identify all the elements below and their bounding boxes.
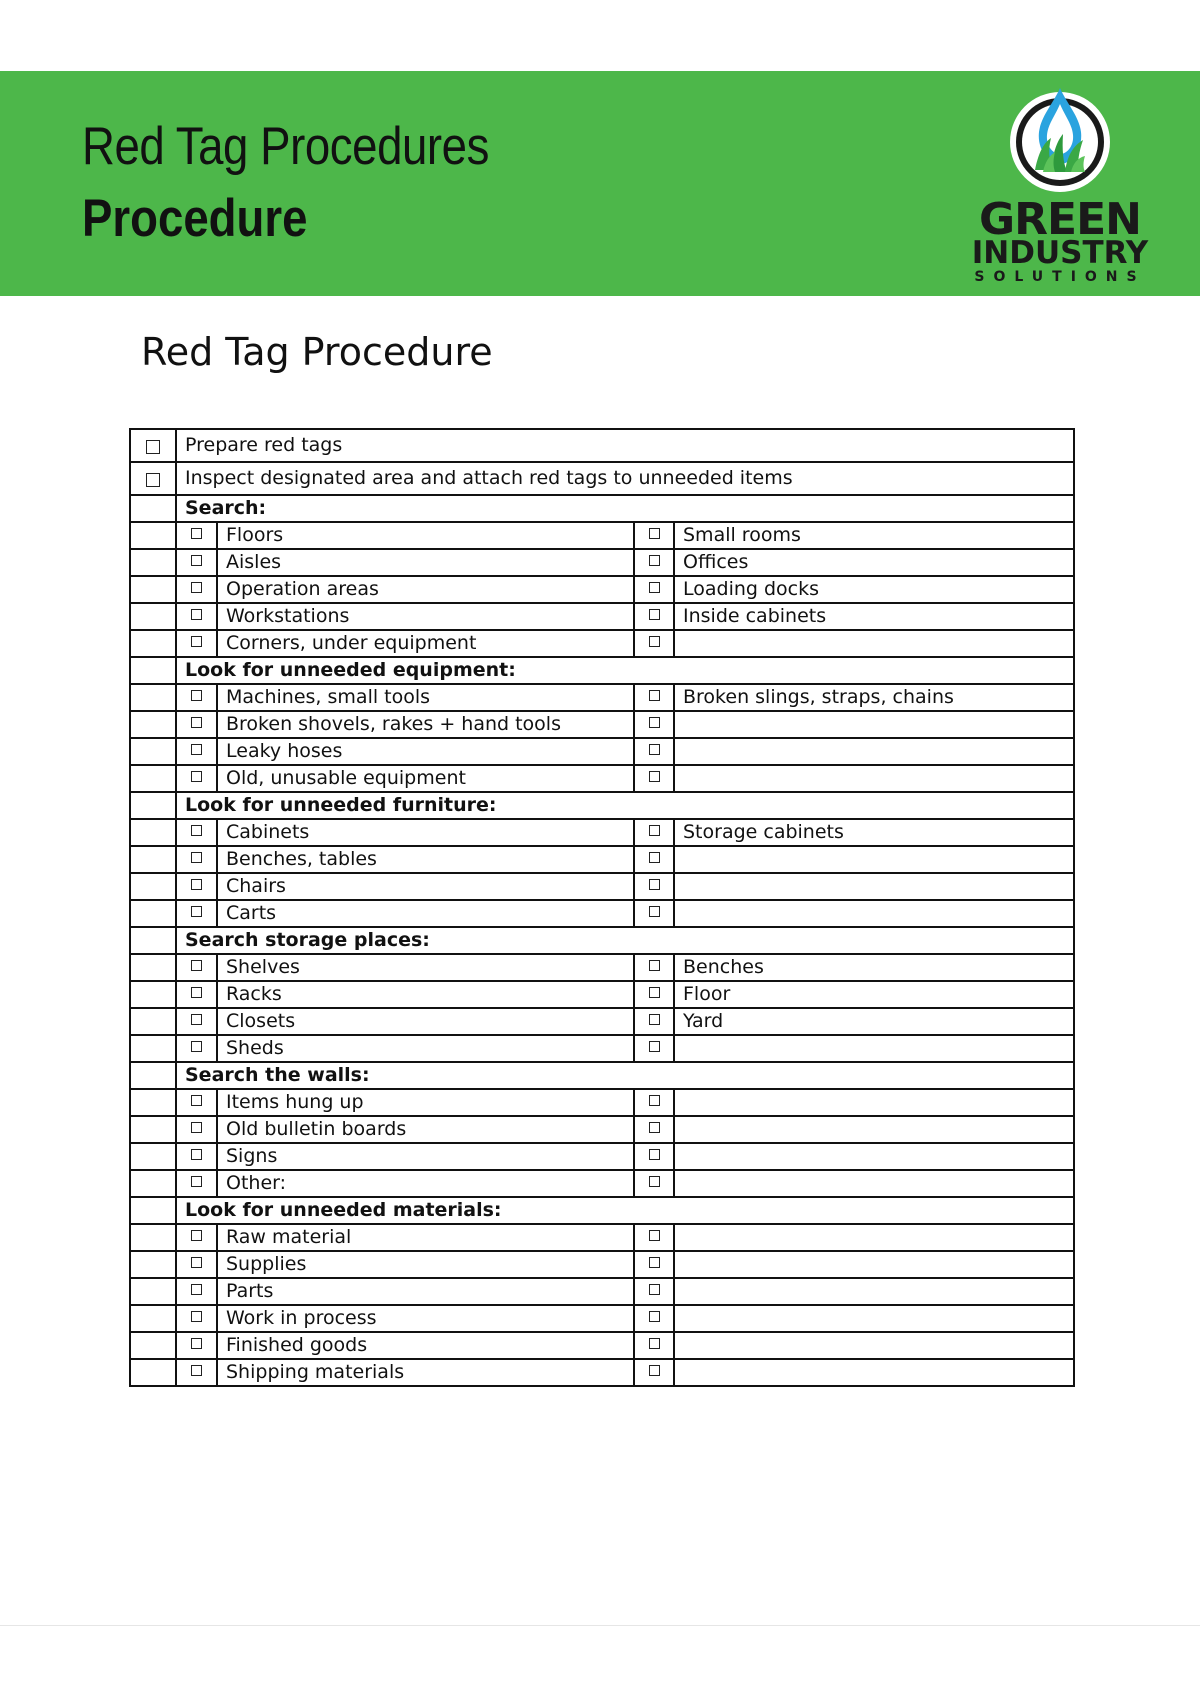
item-checkbox-left[interactable] [191, 771, 202, 782]
checklist-row [130, 765, 1074, 792]
item-checkbox-right[interactable] [649, 1149, 660, 1160]
item-label-left: Supplies [217, 1251, 634, 1278]
group-heading: Search: [176, 495, 1074, 522]
item-label-right [674, 873, 1074, 900]
checkbox-cell [634, 630, 674, 657]
checklist-row [130, 981, 1074, 1008]
item-checkbox-right[interactable] [649, 1176, 660, 1187]
checkbox-cell [634, 576, 674, 603]
item-checkbox-right[interactable] [649, 528, 660, 539]
item-checkbox-right[interactable] [649, 906, 660, 917]
empty-cell [130, 792, 176, 819]
item-checkbox-left[interactable] [191, 852, 202, 863]
item-checkbox-left[interactable] [191, 744, 202, 755]
item-label-left: Carts [217, 900, 634, 927]
item-checkbox-left[interactable] [191, 582, 202, 593]
empty-cell [130, 576, 176, 603]
checkbox-cell [634, 765, 674, 792]
item-label-right [674, 765, 1074, 792]
checklist-group-header [130, 927, 1074, 954]
checklist-top-row [130, 429, 1074, 462]
document-subtitle: Procedure [82, 189, 308, 248]
checklist-row [130, 1251, 1074, 1278]
company-logo [955, 80, 1165, 290]
checkbox-cell [634, 1116, 674, 1143]
item-label-left: Signs [217, 1143, 634, 1170]
checklist-group-header [130, 1062, 1074, 1089]
item-checkbox-left[interactable] [191, 1311, 202, 1322]
item-label-right: Storage cabinets [674, 819, 1074, 846]
empty-cell [130, 1278, 176, 1305]
checkbox-cell [176, 846, 217, 873]
group-heading: Look for unneeded furniture: [176, 792, 1074, 819]
checkbox-cell [176, 738, 217, 765]
item-checkbox-left[interactable] [191, 1257, 202, 1268]
item-label-left: Corners, under equipment [217, 630, 634, 657]
item-checkbox-right[interactable] [649, 636, 660, 647]
empty-cell [130, 1143, 176, 1170]
item-checkbox-right[interactable] [649, 1284, 660, 1295]
checkbox-cell [634, 1305, 674, 1332]
checkbox-cell [176, 819, 217, 846]
item-checkbox-left[interactable] [191, 906, 202, 917]
checklist-row [130, 954, 1074, 981]
checklist-group-header [130, 495, 1074, 522]
item-checkbox-right[interactable] [649, 987, 660, 998]
checkbox-cell [634, 738, 674, 765]
item-checkbox-right[interactable] [649, 1014, 660, 1025]
item-checkbox-right[interactable] [649, 852, 660, 863]
checklist-row [130, 522, 1074, 549]
item-checkbox-left[interactable] [191, 555, 202, 566]
group-heading: Search storage places: [176, 927, 1074, 954]
checkbox-cell [634, 684, 674, 711]
empty-cell [130, 549, 176, 576]
item-checkbox-right[interactable] [649, 609, 660, 620]
item-checkbox-left[interactable] [191, 987, 202, 998]
item-label-left: Shipping materials [217, 1359, 634, 1386]
item-checkbox-right[interactable] [649, 1095, 660, 1106]
item-checkbox-right[interactable] [649, 717, 660, 728]
item-checkbox-right[interactable] [649, 1338, 660, 1349]
item-label-right [674, 711, 1074, 738]
checklist-row [130, 549, 1074, 576]
group-heading: Look for unneeded materials: [176, 1197, 1074, 1224]
checklist-row [130, 603, 1074, 630]
item-checkbox-left[interactable] [191, 1284, 202, 1295]
item-label-right [674, 1305, 1074, 1332]
empty-cell [130, 738, 176, 765]
empty-cell [130, 711, 176, 738]
checklist-row [130, 711, 1074, 738]
checkbox-cell [176, 1251, 217, 1278]
item-checkbox-right[interactable] [649, 879, 660, 890]
empty-cell [130, 1062, 176, 1089]
checkbox-cell [634, 819, 674, 846]
item-label-right [674, 1035, 1074, 1062]
item-label-left: Sheds [217, 1035, 634, 1062]
checkbox-cell [176, 576, 217, 603]
empty-cell [130, 954, 176, 981]
checkbox-cell [176, 684, 217, 711]
checkbox-cell [634, 900, 674, 927]
item-checkbox-left[interactable] [191, 609, 202, 620]
checkbox-cell [634, 1143, 674, 1170]
checkbox-cell [634, 1008, 674, 1035]
item-label-right: Yard [674, 1008, 1074, 1035]
empty-cell [130, 927, 176, 954]
checkbox-cell [130, 429, 176, 462]
empty-cell [130, 1332, 176, 1359]
checkbox-cell [176, 900, 217, 927]
checkbox-cell [176, 1089, 217, 1116]
checklist-top-row [130, 462, 1074, 495]
item-label-right: Loading docks [674, 576, 1074, 603]
logo-word-solutions: SOLUTIONS [974, 269, 1146, 285]
empty-cell [130, 1035, 176, 1062]
item-checkbox-left[interactable] [191, 1014, 202, 1025]
empty-cell [130, 1251, 176, 1278]
item-label-left: Raw material [217, 1224, 634, 1251]
empty-cell [130, 657, 176, 684]
item-label-right: Small rooms [674, 522, 1074, 549]
checkbox-cell [176, 522, 217, 549]
empty-cell [130, 495, 176, 522]
checkbox-cell [634, 1278, 674, 1305]
checkbox-cell [176, 603, 217, 630]
checklist-row [130, 873, 1074, 900]
group-heading: Look for unneeded equipment: [176, 657, 1074, 684]
item-checkbox-left[interactable] [191, 1041, 202, 1052]
item-label-right: Inside cabinets [674, 603, 1074, 630]
checklist-row [130, 738, 1074, 765]
checklist-row [130, 1035, 1074, 1062]
item-checkbox-left[interactable] [191, 1095, 202, 1106]
empty-cell [130, 1305, 176, 1332]
section-title: Red Tag Procedure [141, 330, 493, 374]
empty-cell [130, 819, 176, 846]
item-label-left: Floors [217, 522, 634, 549]
item-checkbox-right[interactable] [649, 744, 660, 755]
checkbox-cell [176, 1224, 217, 1251]
checklist-row [130, 1359, 1074, 1386]
item-checkbox-left[interactable] [191, 1176, 202, 1187]
water-drop-grass-emblem-icon [1005, 80, 1115, 195]
item-label-left: Closets [217, 1008, 634, 1035]
checkbox-cell [634, 1089, 674, 1116]
item-checkbox-left[interactable] [191, 1149, 202, 1160]
empty-cell [130, 1359, 176, 1386]
checkbox-cell [176, 711, 217, 738]
item-checkbox-left[interactable] [191, 1122, 202, 1133]
checklist-group-header [130, 1197, 1074, 1224]
checkbox-cell [176, 630, 217, 657]
item-label-right [674, 900, 1074, 927]
checkbox-cell [634, 1359, 674, 1386]
checklist-group-header [130, 792, 1074, 819]
empty-cell [130, 1089, 176, 1116]
item-label-left: Chairs [217, 873, 634, 900]
item-label-right [674, 1143, 1074, 1170]
item-checkbox-left[interactable] [191, 825, 202, 836]
checklist-row [130, 1008, 1074, 1035]
item-label-left: Benches, tables [217, 846, 634, 873]
item-checkbox-right[interactable] [649, 825, 660, 836]
empty-cell [130, 765, 176, 792]
item-checkbox-right[interactable] [649, 1230, 660, 1241]
checkbox-cell [634, 603, 674, 630]
checklist-item-label: Prepare red tags [176, 429, 1074, 462]
item-checkbox-right[interactable] [649, 771, 660, 782]
item-label-left: Old bulletin boards [217, 1116, 634, 1143]
checklist-row [130, 1116, 1074, 1143]
checkbox-cell [634, 981, 674, 1008]
item-label-left: Operation areas [217, 576, 634, 603]
checkbox-cell [634, 522, 674, 549]
item-label-left: Broken shovels, rakes + hand tools [217, 711, 634, 738]
checkbox-cell [176, 1278, 217, 1305]
item-checkbox-right[interactable] [649, 582, 660, 593]
item-checkbox-left[interactable] [191, 879, 202, 890]
item-label-left: Leaky hoses [217, 738, 634, 765]
item-label-right [674, 1332, 1074, 1359]
checklist-row [130, 1143, 1074, 1170]
checkbox-cell [176, 954, 217, 981]
group-heading: Search the walls: [176, 1062, 1074, 1089]
item-label-right [674, 846, 1074, 873]
item-checkbox-left[interactable] [191, 1338, 202, 1349]
item-label-left: Work in process [217, 1305, 634, 1332]
item-checkbox-left[interactable] [191, 1230, 202, 1241]
item-label-right [674, 1251, 1074, 1278]
item-label-left: Racks [217, 981, 634, 1008]
empty-cell [130, 900, 176, 927]
item-checkbox-left[interactable] [191, 1365, 202, 1376]
checkbox-cell [176, 765, 217, 792]
empty-cell [130, 1008, 176, 1035]
checkbox-cell [176, 1116, 217, 1143]
checklist-row [130, 1278, 1074, 1305]
item-label-right: Floor [674, 981, 1074, 1008]
checkbox-cell [176, 1170, 217, 1197]
checkbox-cell [634, 1035, 674, 1062]
checkbox-cell [634, 846, 674, 873]
checklist-row [130, 1224, 1074, 1251]
checkbox-cell [176, 1305, 217, 1332]
item-checkbox-right[interactable] [649, 960, 660, 971]
checklist-row [130, 576, 1074, 603]
empty-cell [130, 522, 176, 549]
checkbox-cell [634, 1251, 674, 1278]
item-label-left: Cabinets [217, 819, 634, 846]
empty-cell [130, 981, 176, 1008]
item-label-left: Items hung up [217, 1089, 634, 1116]
checkbox-cell [176, 549, 217, 576]
checklist-group-header [130, 657, 1074, 684]
checkbox-cell [634, 1224, 674, 1251]
checklist-row [130, 1170, 1074, 1197]
item-label-left: Parts [217, 1278, 634, 1305]
item-label-left: Finished goods [217, 1332, 634, 1359]
item-label-left: Old, unusable equipment [217, 765, 634, 792]
empty-cell [130, 1116, 176, 1143]
checklist-row [130, 1305, 1074, 1332]
item-checkbox-right[interactable] [649, 1041, 660, 1052]
empty-cell [130, 846, 176, 873]
item-label-left: Aisles [217, 549, 634, 576]
checklist-row [130, 1089, 1074, 1116]
item-checkbox-left[interactable] [191, 690, 202, 701]
logo-word-green: GREEN [979, 194, 1141, 245]
item-label-right [674, 1116, 1074, 1143]
checklist-row [130, 846, 1074, 873]
item-label-right: Offices [674, 549, 1074, 576]
checkbox-cell [176, 1359, 217, 1386]
item-checkbox-right[interactable] [649, 555, 660, 566]
item-label-right [674, 630, 1074, 657]
checklist-row [130, 630, 1074, 657]
item-checkbox-right[interactable] [649, 1365, 660, 1376]
item-label-left: Other: [217, 1170, 634, 1197]
empty-cell [130, 873, 176, 900]
item-label-right [674, 1278, 1074, 1305]
item-checkbox-left[interactable] [191, 960, 202, 971]
checkbox-cell [176, 981, 217, 1008]
checkbox-cell [176, 873, 217, 900]
logo-word-industry: INDUSTRY [971, 235, 1149, 271]
checkbox-cell [176, 1143, 217, 1170]
checkbox-cell [634, 549, 674, 576]
item-checkbox-left[interactable] [191, 717, 202, 728]
item-checkbox-right[interactable] [649, 690, 660, 701]
checkbox-cell [176, 1332, 217, 1359]
checklist-row [130, 1332, 1074, 1359]
checklist-row [130, 819, 1074, 846]
item-label-right: Broken slings, straps, chains [674, 684, 1074, 711]
item-checkbox-right[interactable] [649, 1257, 660, 1268]
item-checkbox-right[interactable] [649, 1311, 660, 1322]
checkbox-cell [634, 873, 674, 900]
empty-cell [130, 1197, 176, 1224]
red-tag-checklist [129, 428, 1075, 1387]
checkbox-cell [634, 1170, 674, 1197]
item-label-right [674, 1170, 1074, 1197]
checkbox-cell [634, 711, 674, 738]
top-item-checkbox[interactable] [146, 473, 160, 487]
checklist-row [130, 900, 1074, 927]
item-checkbox-right[interactable] [649, 1122, 660, 1133]
checkbox-cell [634, 954, 674, 981]
document-title: Red Tag Procedures [82, 117, 489, 176]
checkbox-cell [176, 1008, 217, 1035]
checklist-row [130, 684, 1074, 711]
checkbox-cell [176, 1035, 217, 1062]
item-label-right [674, 1224, 1074, 1251]
item-label-left: Shelves [217, 954, 634, 981]
empty-cell [130, 1170, 176, 1197]
empty-cell [130, 603, 176, 630]
item-label-left: Workstations [217, 603, 634, 630]
item-label-right [674, 1089, 1074, 1116]
item-label-right [674, 738, 1074, 765]
checkbox-cell [634, 1332, 674, 1359]
empty-cell [130, 1224, 176, 1251]
empty-cell [130, 630, 176, 657]
item-checkbox-left[interactable] [191, 528, 202, 539]
empty-cell [130, 684, 176, 711]
checkbox-cell [130, 462, 176, 495]
item-label-left: Machines, small tools [217, 684, 634, 711]
item-label-right [674, 1359, 1074, 1386]
item-label-right: Benches [674, 954, 1074, 981]
checklist-item-label: Inspect designated area and attach red tags to unneeded items [176, 462, 1074, 495]
top-item-checkbox[interactable] [146, 440, 160, 454]
item-checkbox-left[interactable] [191, 636, 202, 647]
